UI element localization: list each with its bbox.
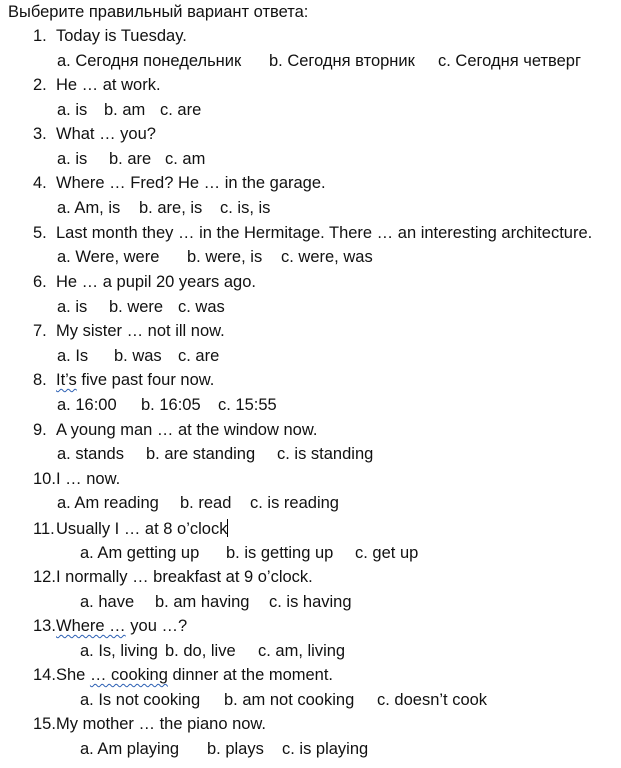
answer-option: b. am having	[155, 593, 250, 611]
answer-option: b. are, is	[139, 199, 203, 217]
answer-option: c. is playing	[282, 740, 369, 758]
question-number: 11.	[33, 520, 55, 538]
answer-option: b. was	[114, 347, 162, 365]
question-number: 8.	[33, 371, 47, 389]
question-item	[33, 421, 317, 440]
answer-option: b. Сегодня вторник	[269, 52, 415, 70]
answer-option: a. Is not cooking	[80, 691, 201, 709]
question-item	[33, 174, 326, 193]
question-item	[33, 27, 187, 46]
answer-option: a. is	[57, 150, 88, 168]
answer-option: a. stands	[57, 445, 124, 463]
answer-option: c. were, was	[281, 248, 373, 266]
answer-option: a. Is, living	[80, 642, 158, 660]
question-number: 3.	[33, 125, 47, 143]
answer-option: а. Сегодня понедельник	[57, 52, 242, 70]
question-text: My mother … the piano now.	[56, 715, 267, 733]
question-number: 5.	[33, 224, 47, 242]
answer-option: a. Am reading	[57, 494, 159, 512]
answer-option: c. is reading	[250, 494, 339, 512]
question-item	[33, 519, 228, 539]
answer-option: b. am not cooking	[224, 691, 355, 709]
answer-option: b. were	[109, 298, 164, 316]
question-number: 9.	[33, 421, 47, 439]
answer-option: c. is standing	[277, 445, 374, 463]
answer-option: a. have	[80, 593, 135, 611]
question-item	[33, 224, 592, 243]
answer-option: a. is	[57, 298, 88, 316]
answer-option: a. is	[57, 101, 88, 119]
answer-option: a. 16:00	[57, 396, 117, 414]
question-text: It’s five past four now.	[56, 371, 215, 389]
question-item	[33, 715, 266, 734]
question-text: Today is Tuesday.	[56, 27, 187, 45]
answer-option: c. 15:55	[218, 396, 277, 414]
answer-option: c. Сегодня четверг	[438, 52, 581, 70]
answer-option: b. plays	[207, 740, 264, 758]
answer-option: b. were, is	[187, 248, 263, 266]
question-number: 4.	[33, 174, 47, 192]
answer-option: a. Were, were	[57, 248, 160, 266]
question-item	[33, 371, 214, 390]
question-number: 15.	[33, 715, 56, 733]
question-number: 14.	[33, 666, 56, 684]
answer-option: a. Am playing	[80, 740, 180, 758]
answer-option: c. is having	[269, 593, 352, 611]
answer-option: c. are	[178, 347, 220, 365]
question-item	[33, 568, 313, 587]
question-text: He … at work.	[56, 76, 161, 94]
question-text: Last month they … in the Hermitage. There … an interesting architecture.	[56, 224, 593, 242]
question-text: He … a pupil 20 years ago.	[56, 273, 256, 291]
question-text: What … you?	[56, 125, 156, 143]
question-item	[33, 76, 161, 95]
question-item	[33, 322, 225, 341]
text-cursor	[227, 519, 228, 537]
answer-option: b. 16:05	[141, 396, 201, 414]
question-item	[33, 273, 256, 292]
question-number: 6.	[33, 273, 47, 291]
question-number: 7.	[33, 322, 47, 340]
question-text: Where … you …?	[56, 617, 188, 635]
answer-option: b. are standing	[146, 445, 256, 463]
question-number: 12.	[33, 568, 56, 586]
answer-option: a. Am, is	[57, 199, 121, 217]
question-item	[33, 617, 187, 636]
answer-option: b. do, live	[165, 642, 236, 660]
question-number: 2.	[33, 76, 47, 94]
question-text: I … now.	[56, 470, 121, 488]
answer-option: b. read	[180, 494, 232, 512]
answer-option: c. is, is	[220, 199, 271, 217]
answer-option: a. Am getting up	[80, 544, 200, 562]
answer-option: c. get up	[355, 544, 419, 562]
answer-option: c. was	[178, 298, 225, 316]
question-item	[33, 125, 156, 144]
answer-option: b. am	[104, 101, 146, 119]
page-title: Выберите правильный вариант ответа:	[8, 3, 309, 21]
answer-option: b. is getting up	[226, 544, 334, 562]
question-number: 10.	[33, 470, 56, 488]
answer-option: c. am, living	[258, 642, 346, 660]
answer-option: b. are	[109, 150, 152, 168]
answer-option: a. Is	[57, 347, 89, 365]
question-item	[33, 470, 120, 489]
question-text: A young man … at the window now.	[56, 421, 318, 439]
answer-option: c. am	[165, 150, 206, 168]
question-text: Usually I … at 8 o’clock	[56, 520, 228, 538]
question-text: I normally … breakfast at 9 o’clock.	[56, 568, 313, 586]
question-text: My sister … not ill now.	[56, 322, 225, 340]
answer-option: c. are	[160, 101, 202, 119]
question-text: She … cooking dinner at the moment.	[56, 666, 334, 684]
question-number: 1.	[33, 27, 47, 45]
question-text: Where … Fred? He … in the garage.	[56, 174, 326, 192]
question-item	[33, 666, 333, 685]
question-number: 13.	[33, 617, 56, 635]
answer-option: c. doesn’t cook	[377, 691, 488, 709]
